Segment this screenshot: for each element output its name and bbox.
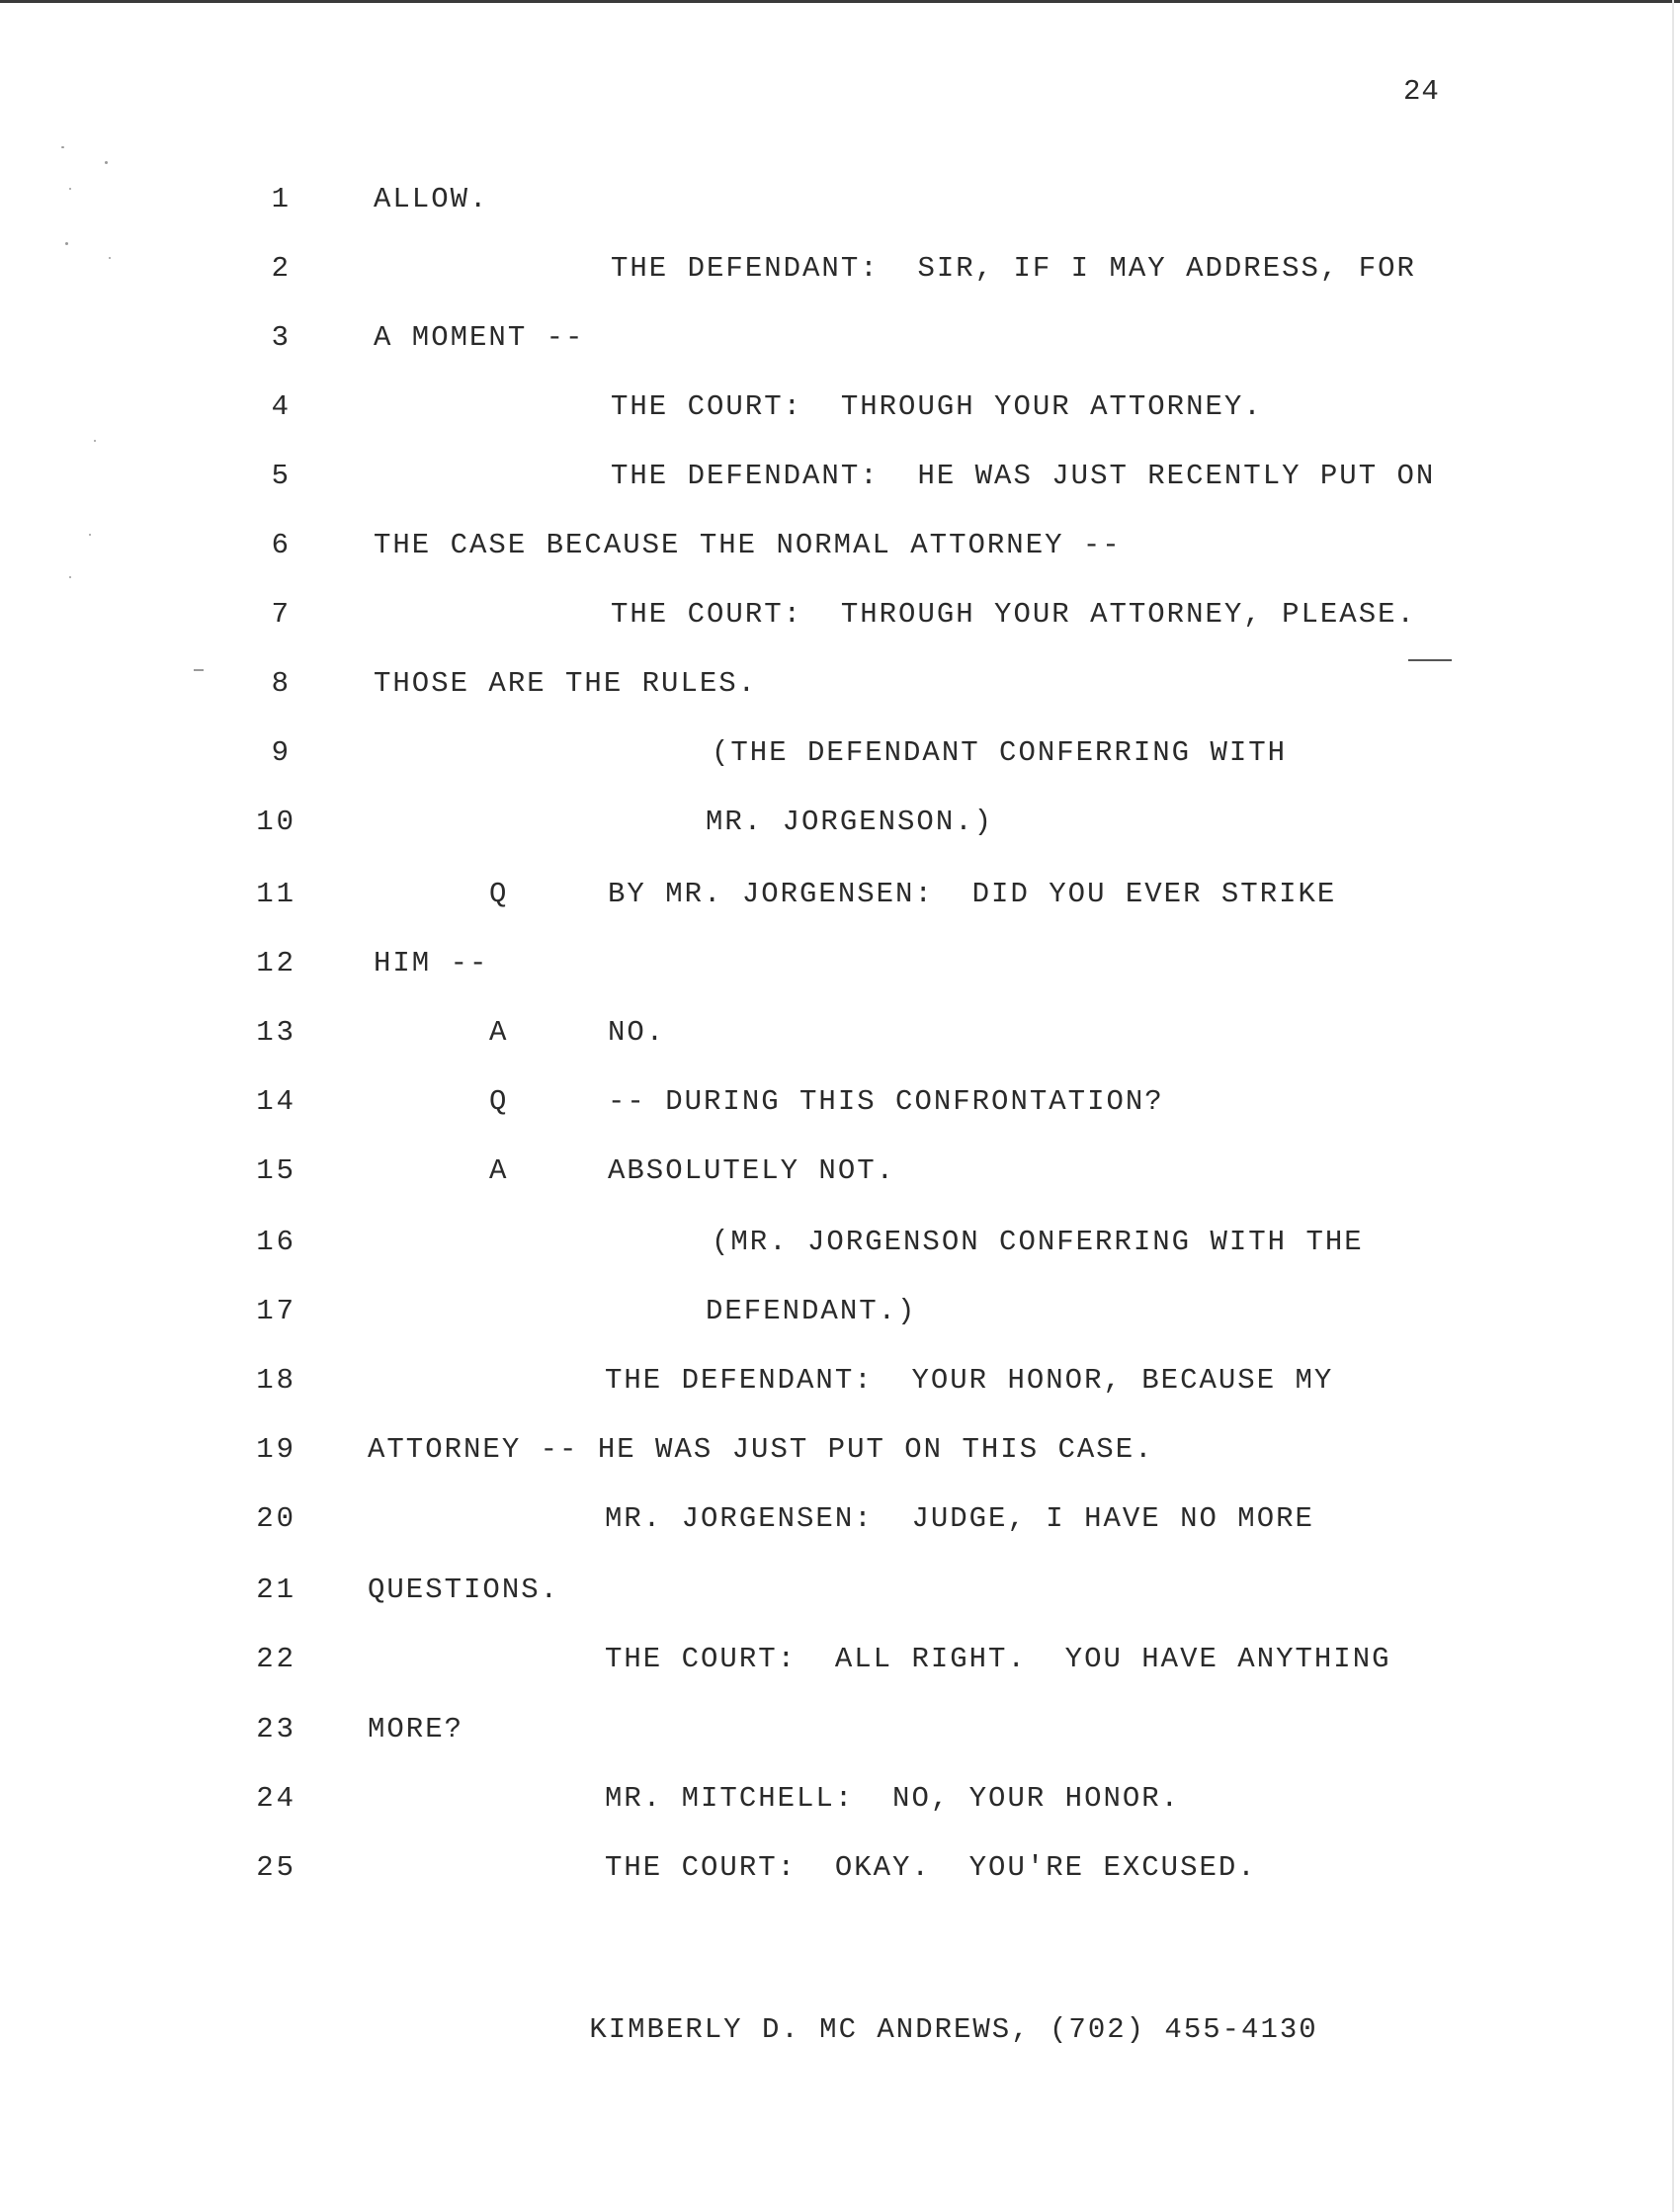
line-number: 16 [256,1226,296,1258]
transcript-line [0,1364,1680,1407]
line-number: 3 [271,321,292,354]
line-number: 7 [271,598,292,631]
line-text: (MR. JORGENSON CONFERRING WITH THE [712,1226,1364,1258]
line-text: A MOMENT -- [374,321,585,354]
line-number: 2 [271,252,292,285]
line-number: 13 [256,1016,296,1049]
line-number: 15 [256,1154,296,1187]
line-text: MR. JORGENSON.) [706,806,994,838]
line-number: 12 [256,947,296,979]
line-number: 23 [256,1713,296,1745]
line-text: THE DEFENDANT: HE WAS JUST RECENTLY PUT ON [611,460,1436,492]
line-text: NO. [608,1016,666,1049]
line-text: MORE? [368,1713,464,1745]
transcript-line [0,529,1680,572]
transcript-line [0,878,1680,921]
transcript-line [0,321,1680,365]
transcript-line [0,1226,1680,1269]
line-number: 18 [256,1364,296,1397]
transcript-line [0,1295,1680,1338]
line-text: DEFENDANT.) [706,1295,917,1327]
transcript-line [0,1851,1680,1895]
transcript-line [0,598,1680,641]
line-number: 5 [271,460,292,492]
top-rule [0,0,1680,3]
transcript-line [0,947,1680,990]
qa-marker: A [489,1154,509,1187]
transcript-line [0,1782,1680,1826]
line-text: THE COURT: OKAY. YOU'RE EXCUSED. [605,1851,1257,1884]
reporter-footer: KIMBERLY D. MC ANDREWS, (702) 455-4130 [589,2013,1318,2046]
line-number: 1 [271,183,292,215]
line-number: 9 [271,736,292,769]
transcript-line [0,1713,1680,1756]
line-number: 22 [256,1643,296,1675]
line-number: 21 [256,1574,296,1606]
transcript-line [0,183,1680,226]
qa-marker: Q [489,878,509,910]
line-number: 8 [271,667,292,700]
line-number: 4 [271,390,292,423]
scan-speck [94,440,96,442]
page-number: 24 [1403,75,1440,108]
scan-speck [65,242,68,245]
line-text: BY MR. JORGENSEN: DID YOU EVER STRIKE [608,878,1337,910]
line-text: ALLOW. [374,183,489,215]
line-number: 19 [256,1433,296,1466]
line-text: THE COURT: THROUGH YOUR ATTORNEY, PLEASE. [611,598,1416,631]
transcript-line [0,1433,1680,1477]
line-text: THE CASE BECAUSE THE NORMAL ATTORNEY -- [374,529,1122,561]
line-number: 11 [256,878,296,910]
line-text: QUESTIONS. [368,1574,560,1606]
line-number: 25 [256,1851,296,1884]
line-text: MR. MITCHELL: NO, YOUR HONOR. [605,1782,1181,1815]
transcript-line [0,460,1680,503]
transcript-line [0,806,1680,849]
line-number: 20 [256,1502,296,1535]
transcript-line [0,1085,1680,1129]
line-text: MR. JORGENSEN: JUDGE, I HAVE NO MORE [605,1502,1314,1535]
transcript-line [0,390,1680,434]
scan-speck [105,161,108,164]
line-number: 17 [256,1295,296,1327]
transcript-line [0,252,1680,296]
line-text: THE DEFENDANT: SIR, IF I MAY ADDRESS, FOR [611,252,1416,285]
line-text: ABSOLUTELY NOT. [608,1154,896,1187]
line-text: (THE DEFENDANT CONFERRING WITH [712,736,1288,769]
line-text: THE COURT: ALL RIGHT. YOU HAVE ANYTHING [605,1643,1391,1675]
qa-marker: A [489,1016,509,1049]
transcript-line [0,1502,1680,1546]
transcript-line [0,1643,1680,1686]
transcript-line [0,1016,1680,1060]
scan-speck [61,146,64,148]
transcript-line [0,667,1680,711]
line-number: 24 [256,1782,296,1815]
transcript-line [0,736,1680,780]
transcript-line [0,1154,1680,1198]
line-text: HIM -- [374,947,489,979]
line-text: ATTORNEY -- HE WAS JUST PUT ON THIS CASE. [368,1433,1154,1466]
scan-speck [69,576,71,578]
qa-marker: Q [489,1085,509,1118]
line-text: -- DURING THIS CONFRONTATION? [608,1085,1164,1118]
line-number: 14 [256,1085,296,1118]
line-text: THE COURT: THROUGH YOUR ATTORNEY. [611,390,1263,423]
line-text: THOSE ARE THE RULES. [374,667,758,700]
line-number: 6 [271,529,292,561]
transcript-line [0,1574,1680,1617]
line-number: 10 [256,806,296,838]
stray-dash-mark [1408,659,1452,661]
line-text: THE DEFENDANT: YOUR HONOR, BECAUSE MY [605,1364,1334,1397]
